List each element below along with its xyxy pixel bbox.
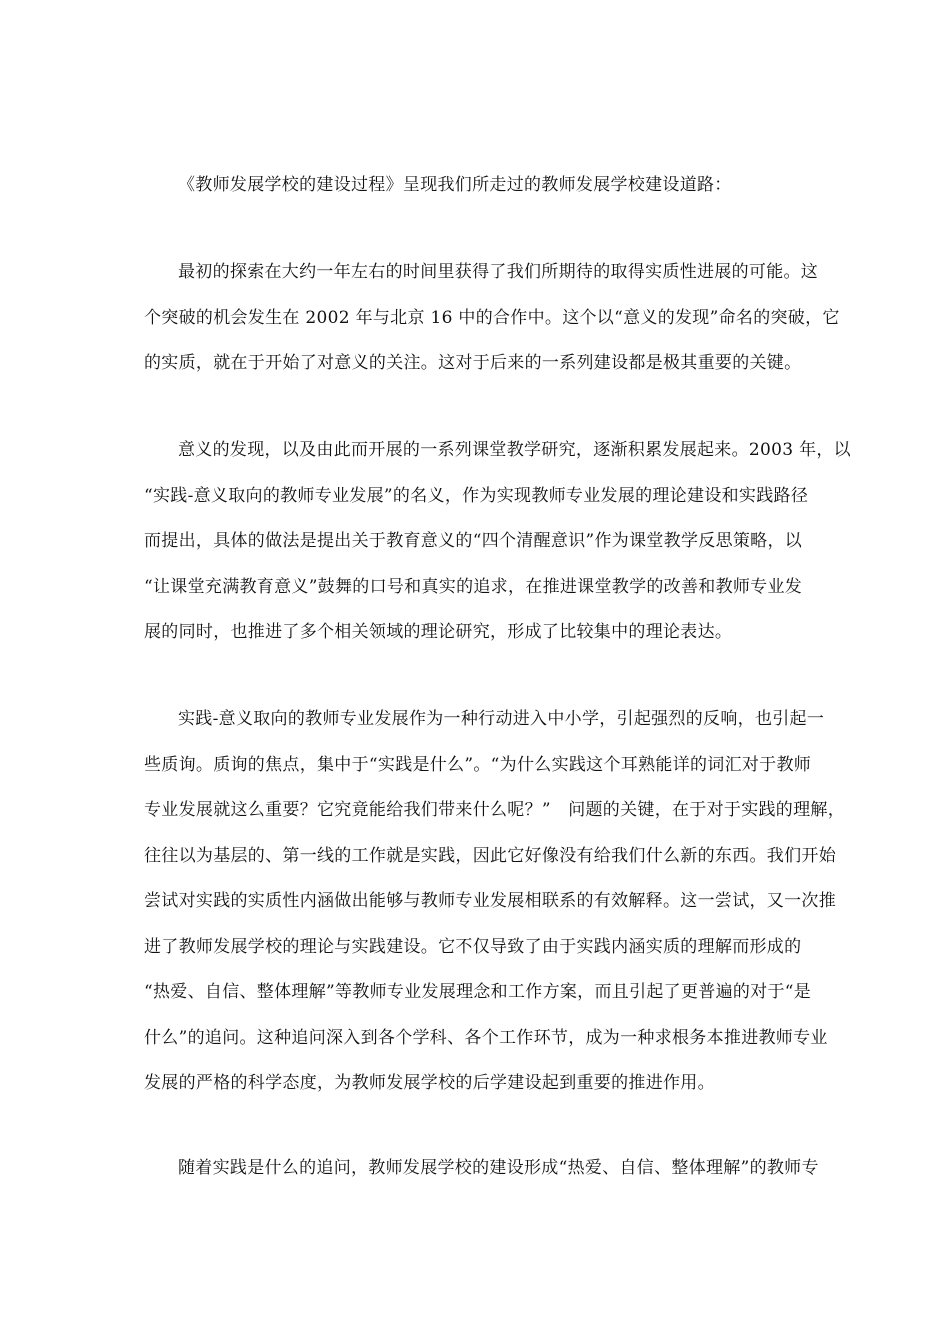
paragraph-line: 最初的探索在大约一年左右的时间里获得了我们所期待的取得实质性进展的可能。这 <box>178 262 819 282</box>
paragraph-2 <box>144 250 840 387</box>
paragraph-4 <box>144 697 845 1107</box>
paragraph-line: 往往以为基层的、第一线的工作就是实践，因此它好像没有给我们什么新的东西。我们开始 <box>144 845 836 866</box>
paragraph-1 <box>144 163 810 209</box>
paragraph-line: “实践-意义取向的教师专业发展”的名义，作为实现教师专业发展的理论建设和实践路径 <box>144 485 809 506</box>
paragraph-line: 尝试对实践的实质性内涵做出能够与教师专业发展相联系的有效解释。这一尝试，又一次推 <box>144 891 836 911</box>
paragraph-line: 进了教师发展学校的理论与实践建设。它不仅导致了由于实践内涵实质的理解而形成的 <box>144 936 802 957</box>
paragraph-line: 个突破的机会发生在 2002 年与北京 16 中的合作中。这个以“意义的发现”命名的突破，它 <box>144 307 840 328</box>
paragraph-line: 什么”的追问。这种追问深入到各个学科、各个工作环节，成为一种求根务本推进教师专业 <box>144 1027 828 1048</box>
paragraph-line: 专业发展就这么重要？它究竟能给我们带来什么呢？” 问题的关键，在于对于实践的理解， <box>144 800 845 820</box>
paragraph-3 <box>144 428 851 656</box>
paragraph-line: 展的同时，也推进了多个相关领域的理论研究，形成了比较集中的理论表达。 <box>144 622 733 642</box>
paragraph-line: “热爱、自信、整体理解”等教师专业发展理念和工作方案，而且引起了更普遍的对于“是 <box>144 982 812 1002</box>
paragraph-line: 意义的发现，以及由此而开展的一系列课堂教学研究，逐渐积累发展起来。2003 年，以 <box>178 440 851 460</box>
paragraph-line: 的实质，就在于开始了对意义的关注。这对于后来的一系列建设都是极其重要的关键。 <box>144 353 802 373</box>
paragraph-line: 发展的严格的科学态度，为教师发展学校的后学建设起到重要的推进作用。 <box>144 1073 715 1093</box>
paragraph-line: 而提出，具体的做法是提出关于教育意义的“四个清醒意识”作为课堂教学反思策略，以 <box>144 531 803 551</box>
paragraph-line: 些质询。质询的焦点，集中于“实践是什么”。“为什么实践这个耳熟能详的词汇对于教师 <box>144 754 812 775</box>
paragraph-line: 随着实践是什么的追问，教师发展学校的建设形成“热爱、自信、整体理解”的教师专 <box>178 1158 819 1178</box>
paragraph-line: 《教师发展学校的建设过程》呈现我们所走过的教师发展学校建设道路： <box>178 175 732 195</box>
paragraph-line: 实践-意义取向的教师专业发展作为一种行动进入中小学，引起强烈的反响，也引起一 <box>178 709 825 729</box>
paragraph-line: “让课堂充满教育意义”鼓舞的口号和真实的追求，在推进课堂教学的改善和教师专业发 <box>144 576 803 597</box>
paragraph-5 <box>144 1146 819 1192</box>
